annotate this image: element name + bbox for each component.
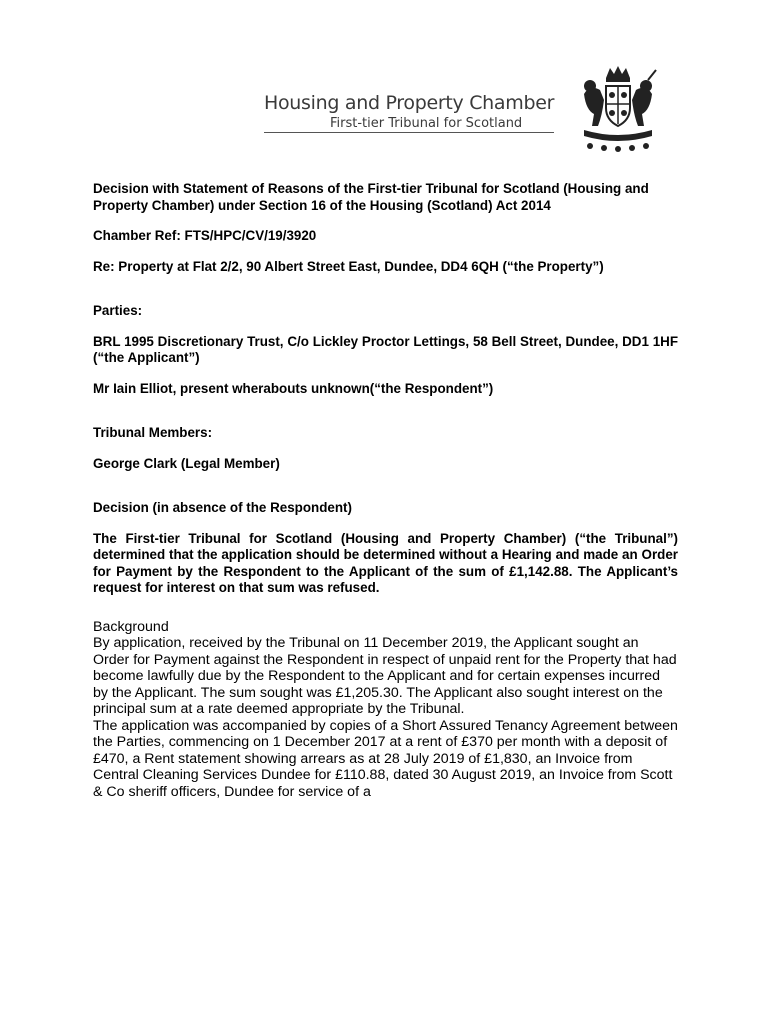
decision-document (93, 181, 678, 800)
background-heading: Background (93, 618, 169, 635)
property-reference: Re: Property at Flat 2/2, 90 Albert Street East, Dundee, DD4 6QH (“the Property”) (93, 258, 604, 274)
background-paragraph-1: By application, received by the Tribunal on 11 December 2019, the Applicant sought an Order for Payment against the Respondent in respect of unpaid rent for the Property that had become lawfully due by the Respondent to the Applicant and for certain expenses incurred by the Applicant. The sum sought was £1,205.30. The Applicant also sought interest on the principal sum at a rate deemed appropriate by the Tribunal. (93, 635, 677, 717)
tribunal-members-heading: Tribunal Members: (93, 425, 213, 440)
header-divider (264, 132, 554, 133)
applicant-details: BRL 1995 Discretionary Trust, C/o Lickley Proctor Lettings, 58 Bell Street, Dundee, DD1 1HF (“the Applicant”) (93, 333, 678, 365)
tribunal-member: George Clark (Legal Member) (93, 455, 280, 471)
respondent-details: Mr Iain Elliot, present wherabouts unknown(“the Respondent”) (93, 380, 494, 396)
tribunal-subtitle: First-tier Tribunal for Scotland (330, 116, 523, 131)
letterhead (264, 64, 684, 154)
chamber-reference: Chamber Ref: FTS/HPC/CV/19/3920 (93, 228, 317, 243)
decision-text: The First-tier Tribunal for Scotland (Housing and Property Chamber) (“the Tribunal”) determined that the application should be determined without a Hearing and made an Order for Payment by the Respondent to the Applicant of the sum of £1,142.88. The Applicant’s request for interest on that sum was refused. (93, 530, 678, 595)
document-heading: Decision with Statement of Reasons of the First-tier Tribunal for Scotland (Housing and Property Chamber) under Section 16 of the Housing (Scotland) Act 2014 (93, 181, 649, 213)
royal-coat-of-arms-icon (554, 64, 688, 154)
parties-heading: Parties: (93, 303, 143, 318)
chamber-title: Housing and Property Chamber (264, 92, 555, 114)
background-paragraph-2: The application was accompanied by copies of a Short Assured Tenancy Agreement between the Parties, commencing on 1 December 2017 at a rent of £370 per month with a deposit of £470, a Rent statement showing arrears as at 28 July 2019 of £1,830, an Invoice from Central Cleaning Services Dundee for £110.88, dated 30 August 2019, an Invoice from Scott & Co sheriff officers, Dundee for service of a (93, 717, 678, 800)
decision-heading: Decision (in absence of the Respondent) (93, 500, 352, 515)
